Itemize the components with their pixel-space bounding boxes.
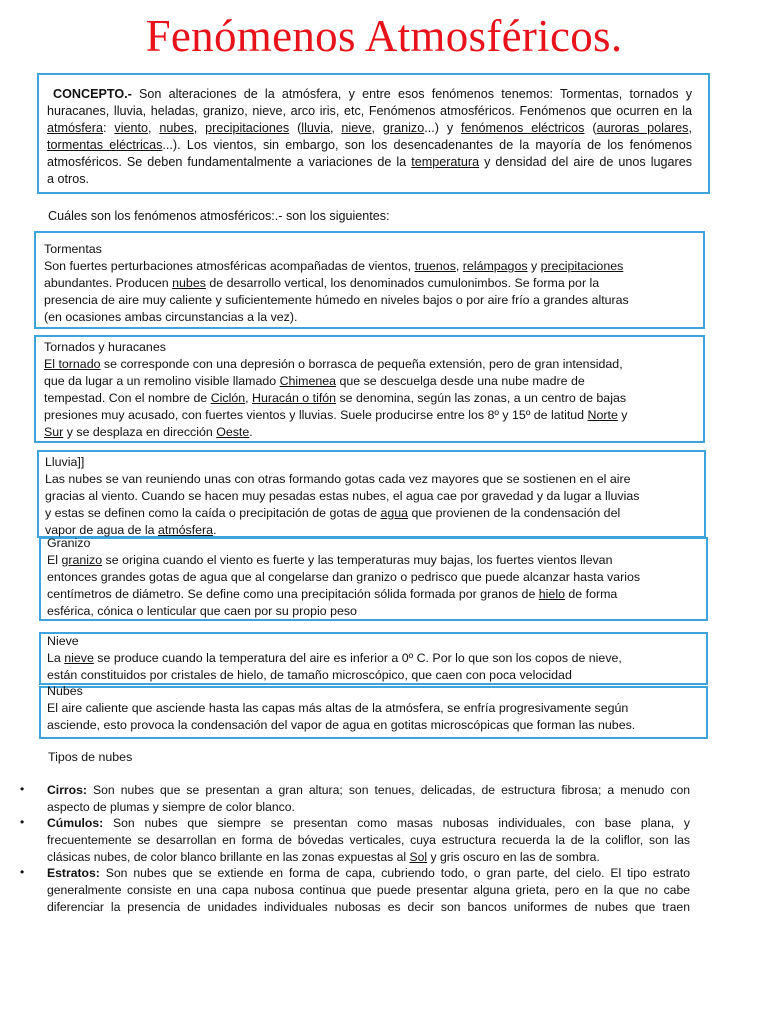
tormentas-line-1: Son fuertes perturbaciones atmosféricas acompañadas de vientos, truenos, relámpagos y precipitaciones bbox=[44, 259, 624, 273]
concepto-text bbox=[47, 86, 692, 188]
granizo-line-4: esférica, cónica o lenticular que caen por su propio peso bbox=[47, 604, 357, 618]
estratos-line-1: Estratos: Son nubes que se extiende en forma de capa, cubriendo todo, o gran parte, del cielo. El tipo estrato bbox=[47, 866, 690, 880]
concepto-line-1: CONCEPTO.- Son alteraciones de la atmósfera, y entre esos fenómenos tenemos: Tormentas, tornados y bbox=[53, 87, 692, 101]
tornados-line-1: El tornado se corresponde con una depresión o borrasca de pequeña extensión, pero de gran intensidad, bbox=[44, 357, 623, 371]
cumulos-line-3: clásicas nubes, de color blanco brillante en las zonas expuestas al Sol y gris oscuro en las de sombra. bbox=[47, 850, 600, 864]
nubes-heading: Nubes bbox=[47, 684, 83, 698]
lluvia-line-4: vapor de agua de la atmósfera. bbox=[45, 523, 217, 537]
tornados-line-2: que da lugar a un remolino visible llamado Chimenea que se descuelga desde una nube madre de bbox=[44, 374, 585, 388]
lluvia-line-2: gracias al viento. Cuando se hacen muy pesadas estas nubes, el agua cae por gravedad y da lugar a lluvias bbox=[45, 489, 640, 503]
cumulos-line-2: frecuentemente se desarrollan en forma de bóvedas verticales, cuya estructura recuerda la de la coliflor, son las bbox=[47, 833, 690, 847]
page-title: Fenómenos Atmosféricos. bbox=[145, 11, 623, 61]
bullet-cumulos: • bbox=[20, 815, 25, 829]
tipo-estratos bbox=[47, 865, 690, 916]
tornados-line-3: tempestad. Con el nombre de Ciclón, Huracán o tifón se denomina, según las zonas, a un centro de bajas bbox=[44, 391, 627, 405]
tornados-line-4: presiones muy acusado, con fuertes vientos y lluvias. Suele producirse entre los 8º y 15º de latitud Norte y bbox=[44, 408, 628, 422]
tormentas-text bbox=[44, 241, 694, 326]
cirros-line-1: Cirros: Son nubes que se presentan a gran altura; son tenues, delicadas, de estructura fibrosa; a menudo con bbox=[47, 783, 690, 797]
concepto-line-2: huracanes, lluvia, heladas, granizo, nieve, arco iris, etc, Fenómenos atmosféricos. Fenómenos que ocurren en la bbox=[47, 104, 692, 118]
granizo-line-3: centímetros de diámetro. Se define como una precipitación sólida formada por granos de hielo de forma bbox=[47, 587, 618, 601]
lluvia-heading: Lluvia]] bbox=[45, 455, 85, 469]
granizo-line-2: entonces grandes gotas de agua que al congelarse dan granizo o pedrisco que puede alcanzar hasta varios bbox=[47, 570, 641, 584]
concepto-line-3: atmósfera: viento, nubes, precipitaciones (lluvia, nieve, granizo...) y fenómenos eléctricos (auroras polares, bbox=[47, 121, 692, 135]
tipos-heading: Tipos de nubes bbox=[48, 750, 133, 764]
granizo-heading: Granizo bbox=[47, 536, 91, 550]
tormentas-line-4: (en ocasiones ambas circunstancias a la vez). bbox=[44, 310, 298, 324]
lluvia-line-3: y estas se definen como la caída o precipitación de gotas de agua que provienen de la condensación del bbox=[45, 506, 621, 520]
tornados-line-5: Sur y se desplaza en dirección Oeste. bbox=[44, 425, 253, 439]
nieve-line-1: La nieve se produce cuando la temperatura del aire es inferior a 0º C. Por lo que son los copos de nieve, bbox=[47, 651, 622, 665]
cumulos-line-1: Cúmulos: Son nubes que siempre se presentan como masas nubosas individuales, con base plana, y bbox=[47, 816, 690, 830]
bullet-estratos: • bbox=[20, 865, 25, 879]
tormentas-line-3: presencia de aire muy caliente y suficientemente húmedo en niveles bajos o por aire frío a grandes alturas bbox=[44, 293, 629, 307]
cirros-line-2: aspecto de plumas y siempre de color blanco. bbox=[47, 800, 295, 814]
nieve-text bbox=[47, 633, 697, 684]
nieve-line-2: están constituidos por cristales de hielo, de tamaño microscópico, que caen con poca velocidad bbox=[47, 668, 572, 682]
estratos-line-2: generalmente consiste en una capa nubosa continua que puede presentar alguna grieta, pero en la que no cabe bbox=[47, 883, 690, 897]
bullet-cirros: • bbox=[20, 782, 25, 796]
nubes-text bbox=[47, 683, 697, 734]
nubes-line-2: asciende, esto provoca la condensación del vapor de agua en gotitas microscópicas que forman las nubes. bbox=[47, 718, 636, 732]
nubes-line-1: El aire caliente que asciende hasta las capas más altas de la atmósfera, se enfría progresivamente según bbox=[47, 701, 629, 715]
nieve-heading: Nieve bbox=[47, 634, 79, 648]
tormentas-heading: Tormentas bbox=[44, 242, 102, 256]
tornados-heading: Tornados y huracanes bbox=[44, 340, 166, 354]
tipo-cirros bbox=[47, 782, 690, 816]
tormentas-line-2: abundantes. Producen nubes de desarrollo vertical, los denominados cumulonimbos. Se forma por la bbox=[44, 276, 600, 290]
cuales-heading: Cuáles son los fenómenos atmosféricos:.- son los siguientes: bbox=[48, 209, 390, 223]
concepto-line-4: tormentas eléctricas...). Los vientos, sin embargo, son los desencadenantes de la mayoría de los fenómenos bbox=[47, 138, 692, 152]
tipo-cumulos bbox=[47, 815, 690, 866]
tornados-text bbox=[44, 339, 694, 441]
granizo-line-1: El granizo se origina cuando el viento es fuerte y las temperaturas muy bajas, los fuertes vientos llevan bbox=[47, 553, 613, 567]
granizo-text bbox=[47, 535, 697, 620]
lluvia-line-1: Las nubes se van reuniendo unas con otras formando gotas cada vez mayores que se sostienen en el aire bbox=[45, 472, 631, 486]
concepto-line-6: a otros. bbox=[47, 172, 89, 186]
concepto-line-5: atmosféricos. Se deben fundamentalmente a variaciones de la temperatura y densidad del aire de unos lugares bbox=[47, 155, 692, 169]
lluvia-text bbox=[45, 454, 695, 539]
estratos-line-3: diferenciar la presencia de unidades individuales nubosas es decir son bancos uniformes de nubes que traen bbox=[47, 900, 690, 914]
